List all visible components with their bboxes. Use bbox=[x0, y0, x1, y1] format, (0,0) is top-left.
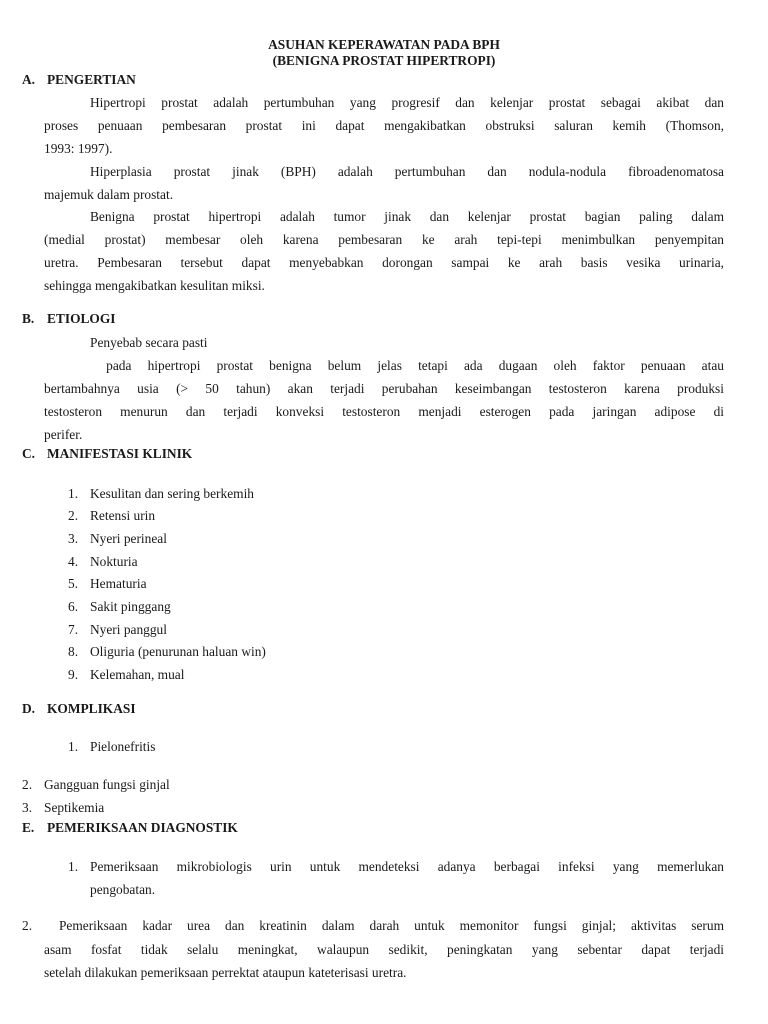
title-line-2: (BENIGNA PROSTAT HIPERTROPI) bbox=[272, 53, 496, 68]
list-item: 4. Nokturia bbox=[68, 554, 138, 569]
section-letter: D. bbox=[22, 701, 36, 716]
section-heading-diagnostik bbox=[22, 820, 238, 836]
list-item: 6. Sakit pinggang bbox=[68, 599, 171, 614]
pengertian-p2-line1: Hiperplasia prostat jinak (BPH) adalah pertumbuhan dan nodula-nodula fibroadenomatosa bbox=[90, 164, 724, 179]
title-line-1: ASUHAN KEPERAWATAN PADA BPH bbox=[268, 37, 500, 52]
etiologi-line1: Penyebab secara pasti bbox=[90, 335, 208, 350]
pengertian-p3-line1: Benigna prostat hipertropi adalah tumor jinak dan kelenjar prostat bagian paling dalam bbox=[90, 209, 724, 224]
pengertian-p3-line3: uretra. Pembesaran tersebut dapat menyebabkan dorongan sampai ke arah basis vesika urinaria, bbox=[44, 255, 724, 270]
list-item: 2. Gangguan fungsi ginjal bbox=[22, 777, 170, 792]
etiologi-line4: testosteron menurun dan terjadi konveksi testosteron menjadi esterogen pada jaringan adipose di bbox=[44, 404, 724, 419]
etiologi-line3: bertambahnya usia (> 50 tahun) akan terjadi perubahan keseimbangan testosteron karena produksi bbox=[44, 381, 724, 396]
section-letter: C. bbox=[22, 446, 36, 461]
section-title: MANIFESTASI KLINIK bbox=[47, 446, 193, 461]
pengertian-p1-line3: 1993: 1997). bbox=[44, 141, 113, 156]
document-title bbox=[0, 0, 768, 69]
pengertian-p3-line2: (medial prostat) membesar oleh karena pembesaran ke arah tepi-tepi menimbulkan penyempitan bbox=[44, 232, 724, 247]
list-item: 3. Nyeri perineal bbox=[68, 531, 167, 546]
diagnostik-item2-line2: asam fosfat tidak selalu meningkat, walaupun sedikit, peningkatan yang sebentar dapat terjadi bbox=[44, 942, 724, 957]
section-heading-etiologi bbox=[22, 311, 115, 327]
list-item: 1. Pemeriksaan mikrobiologis urin untuk mendeteksi adanya berbagai infeksi yang memerlukan bbox=[68, 859, 724, 874]
section-title: PEMERIKSAAN DIAGNOSTIK bbox=[47, 820, 238, 835]
etiologi-line5: perifer. bbox=[44, 427, 83, 442]
pengertian-p1-line1: Hipertropi prostat adalah pertumbuhan yang progresif dan kelenjar prostat sebagai akibat dan bbox=[90, 95, 724, 110]
etiologi-line2: pada hipertropi prostat benigna belum jelas tetapi ada dugaan oleh faktor penuaan atau bbox=[90, 358, 724, 373]
section-title: PENGERTIAN bbox=[47, 72, 136, 87]
section-heading-komplikasi bbox=[22, 701, 136, 717]
list-item: 2. Retensi urin bbox=[68, 508, 156, 523]
pengertian-p1-line2: proses penuaan pembesaran prostat ini dapat mengakibatkan obstruksi saluran kemih (Thomson, bbox=[44, 118, 724, 133]
pengertian-p3-line4: sehingga mengakibatkan kesulitan miksi. bbox=[44, 278, 265, 293]
diagnostik-item2-line3: setelah dilakukan pemeriksaan perrektat ataupun kateterisasi uretra. bbox=[44, 965, 407, 980]
list-item: 5. Hematuria bbox=[68, 576, 147, 591]
list-item: 1. Pielonefritis bbox=[68, 739, 156, 754]
section-title: ETIOLOGI bbox=[47, 311, 116, 326]
list-item: 9. Kelemahan, mual bbox=[68, 667, 185, 682]
list-item: 1. Kesulitan dan sering berkemih bbox=[68, 486, 254, 501]
list-item: 3. Septikemia bbox=[22, 800, 105, 815]
section-letter: A. bbox=[22, 72, 36, 87]
list-item: 7. Nyeri panggul bbox=[68, 622, 167, 637]
section-heading-pengertian bbox=[22, 72, 136, 88]
section-letter: B. bbox=[22, 311, 35, 326]
section-title: KOMPLIKASI bbox=[47, 701, 136, 716]
section-heading-manifestasi bbox=[22, 446, 192, 462]
list-item: 2. Pemeriksaan kadar urea dan kreatinin dalam darah untuk memonitor fungsi ginjal; aktivitas serum bbox=[22, 918, 724, 933]
list-item: 8. Oliguria (penurunan haluan win) bbox=[68, 644, 266, 659]
section-letter: E. bbox=[22, 820, 35, 835]
diagnostik-item1-line2: pengobatan. bbox=[90, 882, 156, 897]
pengertian-p2-line2: majemuk dalam prostat. bbox=[44, 187, 174, 202]
